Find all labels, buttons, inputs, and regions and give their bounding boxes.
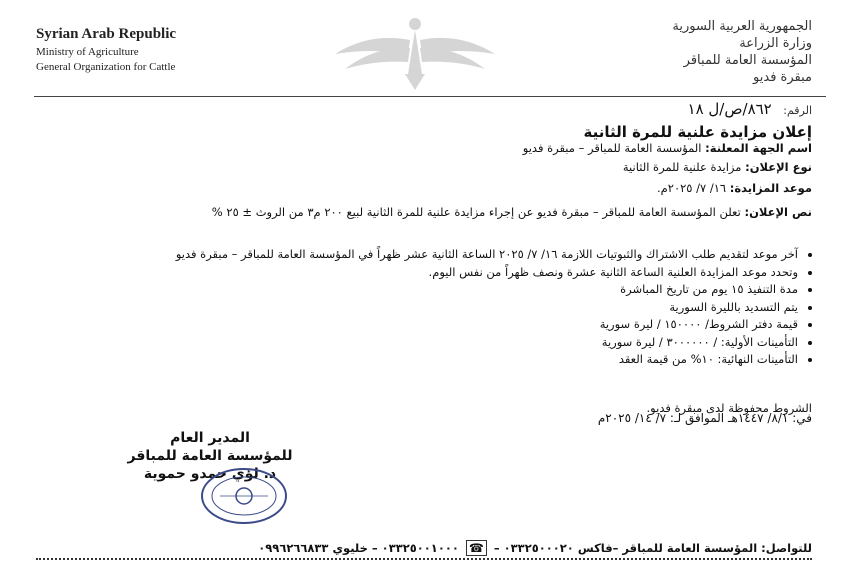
en-country: Syrian Arab Republic bbox=[36, 26, 177, 42]
en-ministry: Ministry of Agriculture bbox=[36, 46, 139, 58]
signature-title: المدير العام bbox=[170, 430, 250, 446]
ar-ministry: وزارة الزراعة bbox=[739, 36, 812, 51]
arabic-letterhead bbox=[672, 18, 812, 86]
contact-mobile: – خليوي ٠٩٩٦٢٦٦٨٣٣ bbox=[258, 541, 378, 555]
signature-org: للمؤسسة العامة للمباقر bbox=[127, 448, 293, 464]
signature-name: د. لؤي حمدو حموية bbox=[143, 466, 277, 482]
authority-row bbox=[523, 140, 812, 156]
contact-footer bbox=[36, 540, 812, 560]
conditions-list bbox=[8, 246, 812, 369]
authority-value: المؤسسة العامة للمباقر – مبقرة فديو bbox=[522, 141, 702, 155]
type-row bbox=[623, 159, 812, 175]
condition-item: • وتحدد موعد المزايدة العلنية الساعة الثانية عشرة ونصف ظهراً من نفس اليوم. bbox=[8, 264, 798, 281]
date-row bbox=[657, 180, 812, 196]
contact-prefix: للتواصل: المؤسسة العامة للمباقر –فاكس ٠٣٣٢٥٠٠٠٢٠ – bbox=[493, 541, 812, 555]
header-divider bbox=[34, 96, 826, 97]
eagle-emblem-icon bbox=[330, 14, 500, 92]
condition-item: • مدة التنفيذ ١٥ يوم من تاريخ المباشرة bbox=[8, 281, 798, 298]
contact-phone: ٠٣٣٢٥٠٠١٠٠٠ bbox=[381, 541, 459, 555]
text-label: نص الإعلان: bbox=[744, 205, 812, 219]
condition-item: • يتم التسديد بالليرة السورية bbox=[8, 299, 798, 316]
date-label: موعد المزايدة: bbox=[729, 181, 812, 195]
text-row bbox=[22, 204, 812, 220]
type-label: نوع الإعلان: bbox=[745, 160, 812, 174]
date-value: ١٦/ ٧/ ٢٠٢٥م. bbox=[656, 181, 727, 195]
condition-item: • التأمينات الأولية: / ٣٠٠٠٠٠٠ / ليرة سورية bbox=[8, 334, 798, 351]
reference-number bbox=[688, 100, 812, 118]
text-value: تعلن المؤسسة العامة للمباقر – مبقرة فديو عن إجراء مزايدة علنية للمرة الثانية لبيع ٢٠٠ م٣ من الروث ± ٢٥ % bbox=[211, 205, 741, 219]
condition-item: • قيمة دفتر الشروط/ ١٥٠٠٠٠ / ليرة سورية bbox=[8, 316, 798, 333]
ar-country: الجمهورية العربية السورية bbox=[672, 19, 812, 34]
ar-organization: المؤسسة العامة للمباقر bbox=[683, 53, 812, 68]
type-value: مزايدة علنية للمرة الثانية bbox=[622, 160, 742, 174]
document-date: في: ٨/١/ ١٤٤٧هـ الموافق لـ: ٧/ ١٤/ ٢٠٢٥م bbox=[597, 411, 812, 425]
terms-note: الشروط محفوظة لدى مبقرة فديو. bbox=[646, 401, 812, 415]
authority-label: اسم الجهة المعلنة: bbox=[705, 141, 812, 155]
condition-item: • آخر موعد لتقديم طلب الاشتراك والثبوتيات اللازمة ١٦/ ٧/ ٢٠٢٥ الساعة الثانية عشر ظهراً في المؤسسة العامة للمباقر – مبقرة فديو bbox=[8, 246, 798, 263]
condition-item: • التأمينات النهائية: ١٠% من قيمة العقد bbox=[8, 351, 798, 368]
telephone-icon: ☎ bbox=[466, 540, 487, 556]
official-seal-icon bbox=[200, 467, 288, 525]
reference-value: ٨٦٢/ص/ل ١٨ bbox=[687, 100, 772, 118]
ar-farm: مبقرة فديو bbox=[753, 70, 812, 85]
reference-label: الرقم: bbox=[783, 104, 812, 117]
en-organization: General Organization for Cattle bbox=[36, 61, 176, 73]
english-letterhead bbox=[36, 26, 176, 73]
announcement-title: إعلان مزايدة علنية للمرة الثانية bbox=[583, 123, 812, 141]
